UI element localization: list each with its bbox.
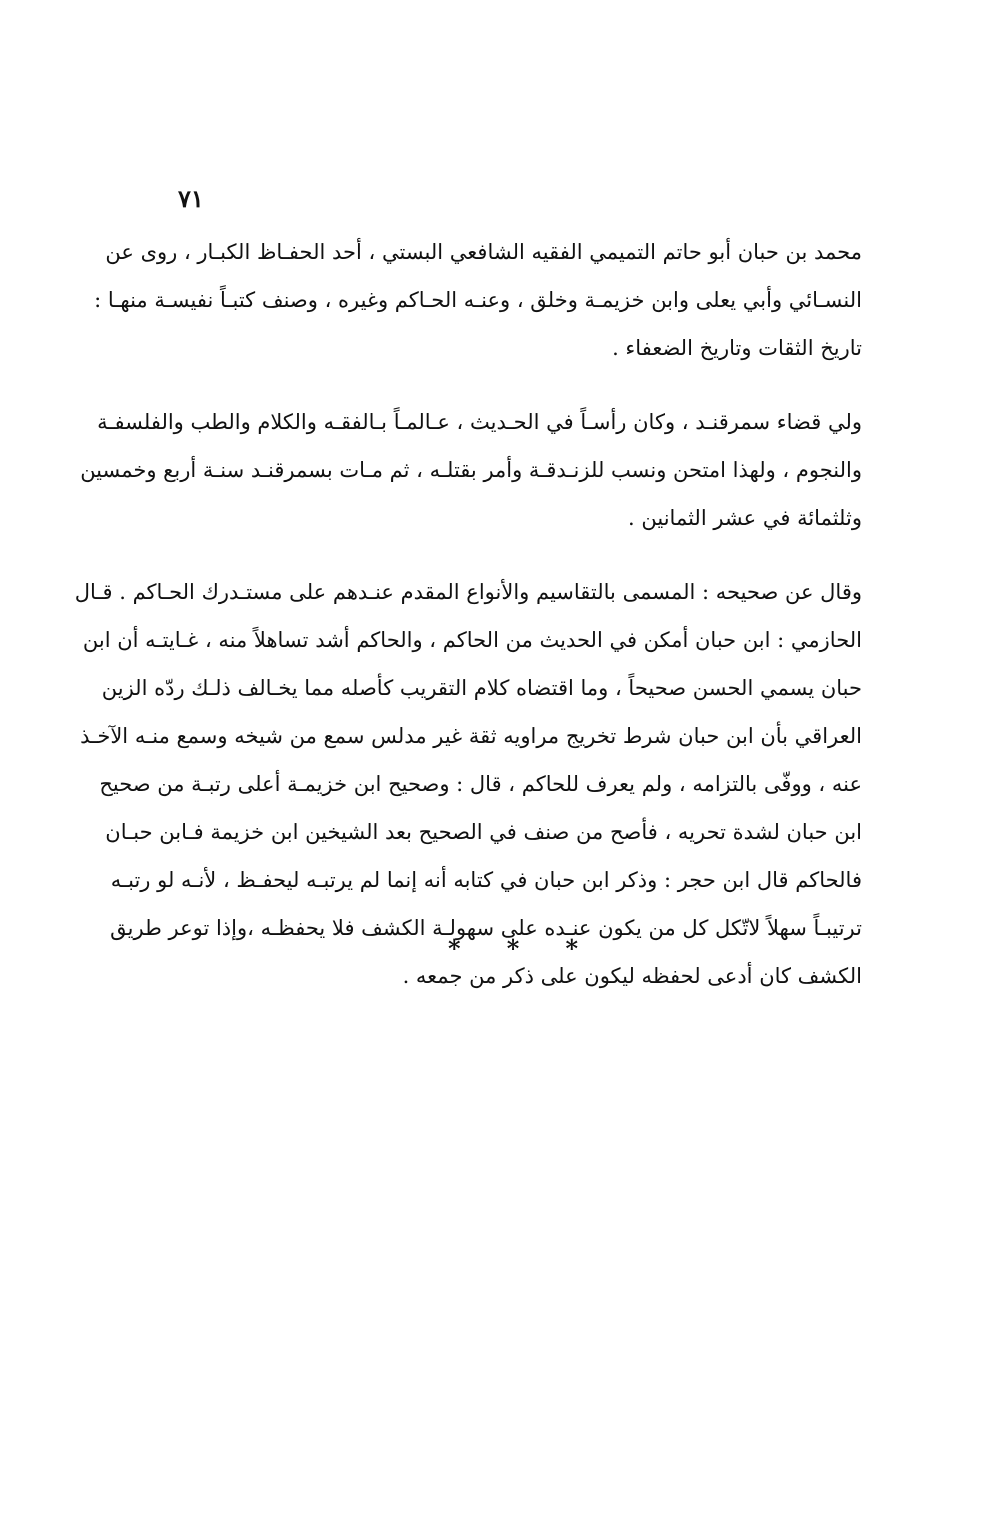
text-line: العراقي بأن ابن حبان شرط تخريج مراويه ثقة غير مدلس سمع من شيخه وسمع منـه الآخـذ (80, 724, 862, 748)
text-line: فالحاكم قال ابن حجر : وذكر ابن حبان في كتابه أنه إنما لم يرتبـه ليحفـظ ، لأنـه لو رتبـه (110, 868, 862, 892)
text-line: محمد بن حبان أبو حاتم التميمي الفقيه الشافعي البستي ، أحد الحفـاظ الكبـار ، روى عن (105, 240, 862, 264)
text-line: عنه ، ووفّى بالتزامه ، ولم يعرف للحاكم ، قال : وصحيح ابن خزيمـة أعلى رتبـة من صحيح (99, 772, 862, 796)
page-number: ٧١ (178, 184, 204, 213)
text-line: حبان يسمي الحسن صحيحاً ، وما اقتضاه كلام التقريب كأصله مما يخـالف ذلـك ردّه الزين (101, 676, 862, 700)
text-line: ترتيبـاً سهلاً لاتّكل كل من يكون عنـده على سهولـة الكشف فلا يحفظـه ،وإذا توعر طريق (110, 916, 862, 940)
section-separator (448, 934, 578, 963)
separator-asterisk: * (565, 934, 578, 963)
text-line: النسـائي وأبي يعلى وابن خزيمـة وخلق ، وعنـه الحـاكم وغيره ، وصنف كتبـاً نفيسـة منهـا : (94, 288, 862, 312)
text-line: ولي قضاء سمرقنـد ، وكان رأسـاً في الحـديث ، عـالمـاً بـالفقـه والكلام والطب والفلسفـة (97, 410, 862, 434)
text-line: تاريخ الثقات وتاريخ الضعفاء . (612, 336, 862, 360)
text-line: والنجوم ، ولهذا امتحن ونسب للزنـدقـة وأمر بقتلـه ، ثم مـات بسمرقنـد سنـة أربع وخمسين (80, 458, 862, 482)
separator-asterisk: * (506, 934, 520, 963)
text-line: الحازمي : ابن حبان أمكن في الحديث من الحاكم ، والحاكم أشد تساهلاً منه ، غـايتـه أن ابن (82, 628, 862, 652)
paragraph-2 (80, 398, 862, 542)
page-body (74, 228, 862, 1000)
separator-asterisk: * (448, 934, 461, 963)
text-line: ابن حبان لشدة تحريه ، فأصح من صنف في الصحيح بعد الشيخين ابن خزيمة فـابن حبـان (105, 820, 862, 844)
text-line: وقال عن صحيحه : المسمى بالتقاسيم والأنواع المقدم عنـدهم على مستـدرك الحـاكم . قـال (74, 580, 862, 604)
paragraph-1 (94, 228, 862, 372)
text-line: الكشف كان أدعى لحفظه ليكون على ذكر من جمعه . (402, 964, 862, 988)
paragraph-gap (160, 542, 862, 568)
paragraph-gap (160, 372, 862, 398)
text-line: وثلثمائة في عشر الثمانين . (628, 506, 862, 530)
